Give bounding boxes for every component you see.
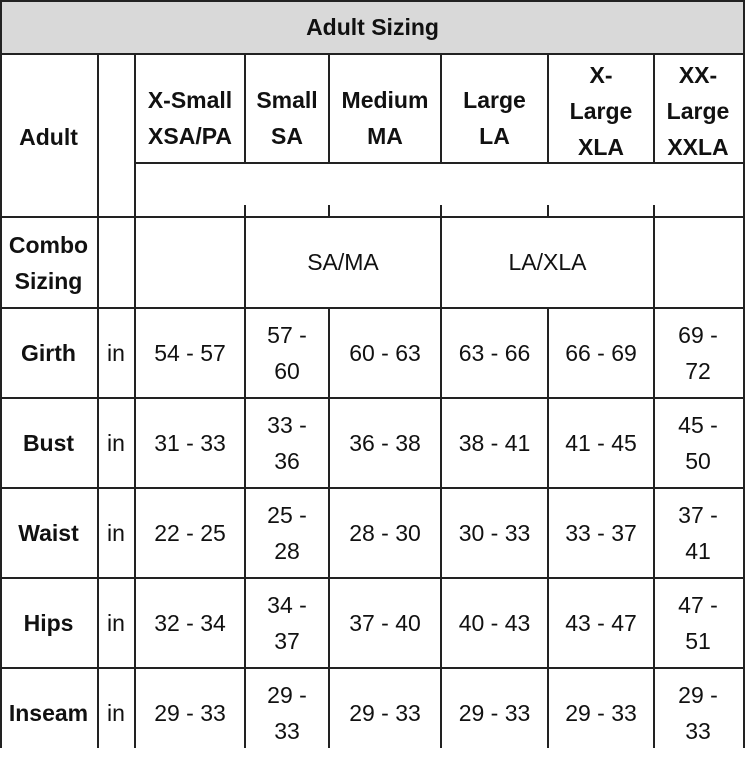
row-value: 25 - 28 — [267, 502, 307, 564]
row-value: 29 - 33 — [458, 700, 531, 726]
row-value: 38 - 41 — [458, 430, 531, 456]
row-label: Hips — [23, 610, 74, 636]
grid-line — [244, 216, 246, 308]
row-value: 37 - 40 — [349, 610, 421, 636]
row-value: 45 - 50 — [678, 412, 718, 474]
header-size-xxlarge: XX- Large XXLA — [666, 62, 730, 160]
header-size-large: Large LA — [463, 87, 526, 149]
row-value: 63 - 66 — [458, 340, 531, 366]
grid-line — [0, 397, 745, 399]
header-row-label: Adult — [19, 124, 78, 150]
row-value: 29 - 33 — [349, 700, 421, 726]
grid-line — [0, 577, 745, 579]
row-unit: in — [107, 430, 125, 456]
row-value: 29 - 33 — [154, 700, 226, 726]
row-value: 47 - 51 — [678, 592, 718, 654]
row-value: 30 - 33 — [458, 520, 531, 546]
row-value: 29 - 33 — [267, 682, 307, 744]
row-label: Waist — [18, 520, 79, 546]
table-title: Adult Sizing — [0, 0, 745, 55]
row-value: 28 - 30 — [349, 520, 421, 546]
grid-line — [0, 0, 2, 748]
row-unit: in — [107, 520, 125, 546]
row-value: 22 - 25 — [154, 520, 226, 546]
row-unit: in — [107, 610, 125, 636]
row-value: 40 - 43 — [458, 610, 531, 636]
grid-line — [244, 307, 246, 748]
grid-line — [440, 55, 442, 163]
grid-line — [440, 216, 442, 308]
grid-line — [0, 487, 745, 489]
row-value: 37 - 41 — [678, 502, 718, 564]
grid-line — [0, 216, 745, 218]
row-label: Bust — [22, 430, 75, 456]
row-value: 31 - 33 — [154, 430, 226, 456]
grid-line — [547, 205, 549, 217]
grid-line — [440, 307, 442, 748]
grid-line — [653, 307, 655, 748]
row-label: Inseam — [8, 700, 89, 726]
grid-line — [328, 307, 330, 748]
row-value: 29 - 33 — [678, 682, 718, 744]
row-value: 32 - 34 — [154, 610, 226, 636]
row-unit: in — [107, 340, 125, 366]
row-value: 41 - 45 — [565, 430, 637, 456]
row-value: 57 - 60 — [267, 322, 307, 384]
grid-line — [547, 55, 549, 163]
header-size-xlarge: X- Large XLA — [569, 62, 633, 160]
header-size-medium: Medium MA — [341, 87, 429, 149]
row-value: 66 - 69 — [565, 340, 637, 366]
grid-line — [743, 0, 745, 748]
row-value: 43 - 47 — [565, 610, 637, 636]
grid-line — [97, 55, 99, 748]
header-size-small: Small SA — [256, 87, 318, 149]
combo-label: Combo Sizing — [8, 232, 89, 294]
row-unit: in — [107, 700, 125, 726]
grid-line — [0, 667, 745, 669]
row-value: 36 - 38 — [349, 430, 421, 456]
grid-line — [653, 216, 655, 308]
row-value: 34 - 37 — [267, 592, 307, 654]
row-value: 54 - 57 — [154, 340, 226, 366]
combo-group-sa-ma: SA/MA — [307, 249, 379, 275]
grid-line — [547, 307, 549, 748]
grid-line — [328, 55, 330, 163]
grid-line — [328, 205, 330, 217]
row-value: 33 - 36 — [267, 412, 307, 474]
grid-line — [653, 55, 655, 163]
row-value: 69 - 72 — [678, 322, 718, 384]
header-size-xsmall: X-Small XSA/PA — [147, 87, 233, 149]
row-value: 29 - 33 — [565, 700, 637, 726]
row-label: Girth — [21, 340, 76, 366]
grid-line — [244, 55, 246, 163]
row-value: 60 - 63 — [349, 340, 421, 366]
grid-line — [134, 55, 136, 748]
combo-group-la-xla: LA/XLA — [508, 249, 587, 275]
row-value: 33 - 37 — [565, 520, 637, 546]
grid-line — [0, 307, 745, 309]
